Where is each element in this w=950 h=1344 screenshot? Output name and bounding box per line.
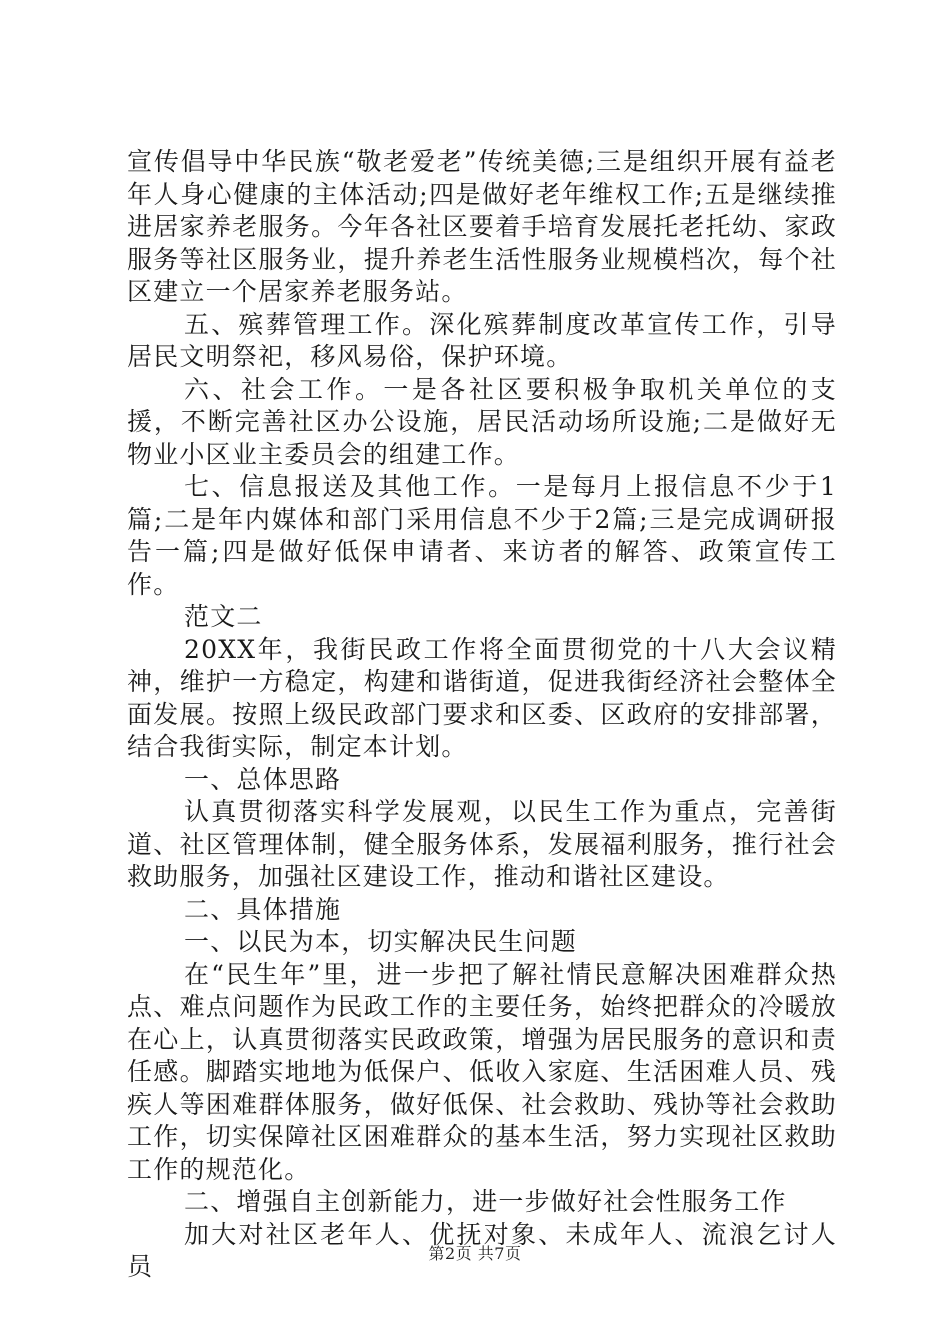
section-heading: 一、以民为本，切实解决民生问题 <box>184 927 578 956</box>
section-heading: 范文二 <box>184 602 263 631</box>
paragraph: 六、社会工作。一是各社区要积极争取机关单位的支援，不断完善社区办公设施，居民活动场所设施;二是做好无物业小区业主委员会的组建工作。 <box>127 374 837 469</box>
section-heading: 一、总体思路 <box>184 764 342 794</box>
page-number-footer: 第2页 共7页 <box>428 1244 522 1263</box>
section-heading: 二、具体措施 <box>184 894 342 924</box>
document-body <box>127 146 837 1284</box>
section-heading: 二、增强自主创新能力，进一步做好社会性服务工作 <box>184 1187 787 1216</box>
paragraph: 五、殡葬管理工作。深化殡葬制度改革宣传工作，引导居民文明祭祀，移风易俗，保护环境。 <box>127 309 837 371</box>
paragraph: 加大对社区老年人、优抚对象、未成年人、流浪乞讨人员 <box>127 1219 837 1281</box>
paragraph: 20XX年，我街民政工作将全面贯彻党的十八大会议精神，维护一方稳定，构建和谐街道，促进我街经济社会整体全面发展。按照上级民政部门要求和区委、区政府的安排部署，结合我街实际，制定本计划。 <box>127 634 837 761</box>
paragraph: 认真贯彻落实科学发展观，以民生工作为重点，完善街道、社区管理体制，健全服务体系，发展福利服务，推行社会救助服务，加强社区建设工作，推动和谐社区建设。 <box>127 797 837 891</box>
paragraph: 宣传倡导中华民族“敬老爱老”传统美德;三是组织开展有益老年人身心健康的主体活动;四是做好老年维权工作;五是继续推进居家养老服务。今年各社区要着手培育发展托老托幼、家政服务等社区服务业，提升养老生活性服务业规模档次，每个社区建立一个居家养老服务站。 <box>127 147 837 306</box>
paragraph: 在“民生年”里，进一步把了解社情民意解决困难群众热点、难点问题作为民政工作的主要任务，始终把群众的冷暖放在心上，认真贯彻落实民政政策，增强为居民服务的意识和责任感。脚踏实地地为低保户、低收入家庭、生活困难人员、残疾人等困难群体服务，做好低保、社会救助、残协等社会救助工作，切实保障社区困难群众的基本生活，努力实现社区救助工作的规范化。 <box>127 959 837 1184</box>
paragraph: 七、信息报送及其他工作。一是每月上报信息不少于1篇;二是年内媒体和部门采用信息不少于2篇;三是完成调研报告一篇;四是做好低保申请者、来访者的解答、政策宣传工作。 <box>127 472 837 599</box>
